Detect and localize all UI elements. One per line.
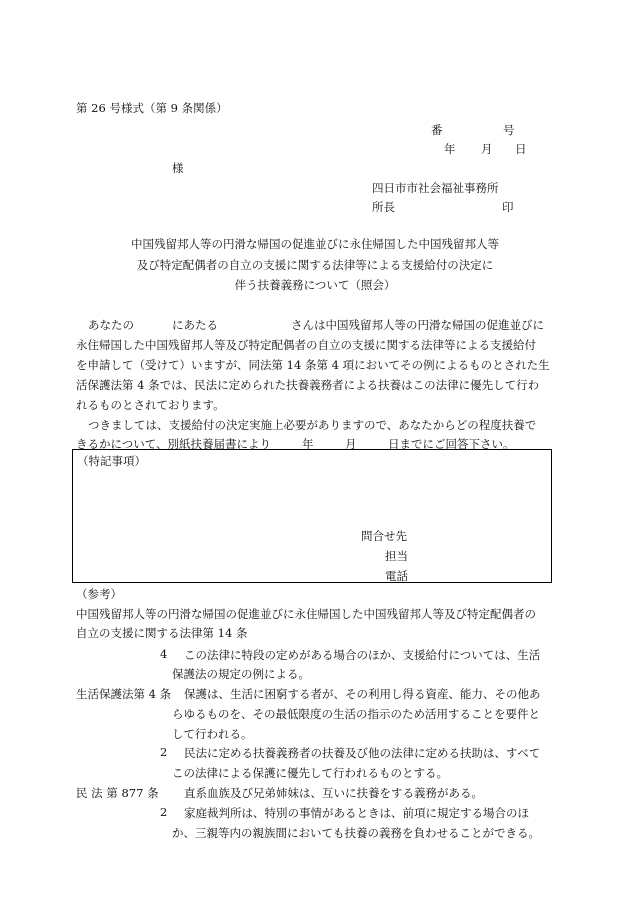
office-name: 四日市市社会福祉事務所 [372, 181, 499, 195]
body-para1-part-a: あなたの [88, 318, 134, 332]
body-para2-line-1: つきましては、支援給付の決定実施上必要がありますので、あなたからどの程度扶養で [88, 418, 537, 432]
law2-item2-line-1: 民法に定める扶養義務者の扶養及び他の法律に定める扶助は、すべて [184, 746, 541, 760]
body-para1-line-5: れるものとされております。 [76, 398, 225, 412]
body-para1-line-3: を申請して（受けて）いますが、同法第 14 条第 4 項においてその例によるものとされた生 [76, 358, 550, 372]
law1-title-line-2: 自立の支援に関する法律第 14 条 [76, 626, 248, 640]
title-line-1: 中国残留邦人等の円滑な帰国の促進並びに永住帰国した中国残留邦人等 [131, 237, 499, 251]
law2-name: 生活保護法第 4 条 [76, 687, 172, 701]
title-line-2: 及び特定配偶者の自立の支援に関する法律等による支援給付の決定に [136, 258, 494, 272]
title-line-3: 伴う扶養義務について（照会） [234, 278, 396, 292]
body-para2-line-2a: きるかについて、別紙扶養届書により [76, 437, 272, 451]
body-para1-line-2: 永住帰国した中国残留邦人等及び特定配偶者の自立の支援に関する法律等による支援給付 [76, 338, 536, 352]
form-number: 第 26 号様式（第 9 条関係） [76, 101, 228, 115]
law3-item1: 直系血族及び兄弟姉妹は、互いに扶養をする義務がある。 [184, 786, 483, 800]
law3-item2-line-2: か、三親等内の親族間においても扶養の義務を負わせることができる。 [172, 826, 540, 840]
body-para1-part-b: にあたる [172, 318, 218, 332]
body-para1-line-4: 活保護法第 4 条では、民法に定められた扶養義務者による扶養はこの法律に優先して行わ [76, 378, 540, 392]
date-month: 月 [481, 142, 493, 156]
person-label: 担当 [385, 549, 408, 563]
law3-name: 民 法 第 877 条 [76, 786, 159, 800]
phone-label: 電話 [385, 569, 408, 583]
contact-label: 問合せ先 [361, 529, 407, 543]
body-para1-part-c: さんは中国残留邦人等の円滑な帰国の促進並びに [291, 318, 544, 332]
law1-item4-line-1: この法律に特段の定めがある場合のほか、支援給付については、生活 [184, 648, 541, 662]
body-para2-month: 月 [345, 437, 357, 451]
law1-item4-number: 4 [160, 647, 168, 661]
law3-item2-line-1: 家庭裁判所は、特別の事情があるときは、前項に規定する場合のほ [184, 806, 529, 820]
date-year: 年 [444, 142, 456, 156]
body-para2-year: 年 [302, 437, 314, 451]
number-suffix: 号 [503, 123, 515, 137]
special-notes-box [72, 449, 552, 583]
addressee-suffix: 様 [172, 161, 184, 175]
law1-title-line-1: 中国残留邦人等の円滑な帰国の促進並びに永住帰国した中国残留邦人等及び特定配偶者の [76, 607, 536, 621]
law2-item1-line-1: 保護は、生活に困窮する者が、その利用し得る資産、能力、その他あ [184, 687, 541, 701]
law2-item2-line-2: この法律による保護に優先して行われるものとする。 [172, 766, 448, 780]
law2-item2-number: 2 [160, 745, 168, 759]
reference-header: （参考） [76, 587, 122, 601]
law1-item4-line-2: 保護法の規定の例による。 [172, 667, 310, 681]
number-label: 番 [431, 123, 443, 137]
law3-item2-number: 2 [160, 805, 168, 819]
law2-item1-line-2: らゆるものを、その最低限度の生活の指示のため活用することを要件と [172, 707, 540, 721]
seal-mark: 印 [502, 200, 514, 214]
law2-item1-line-3: して行われる。 [172, 727, 253, 741]
body-para2-day: 日までにご回答下さい。 [388, 437, 515, 451]
director-label: 所長 [372, 200, 395, 214]
special-notes-header: （特記事項） [77, 454, 146, 468]
date-day: 日 [515, 142, 527, 156]
